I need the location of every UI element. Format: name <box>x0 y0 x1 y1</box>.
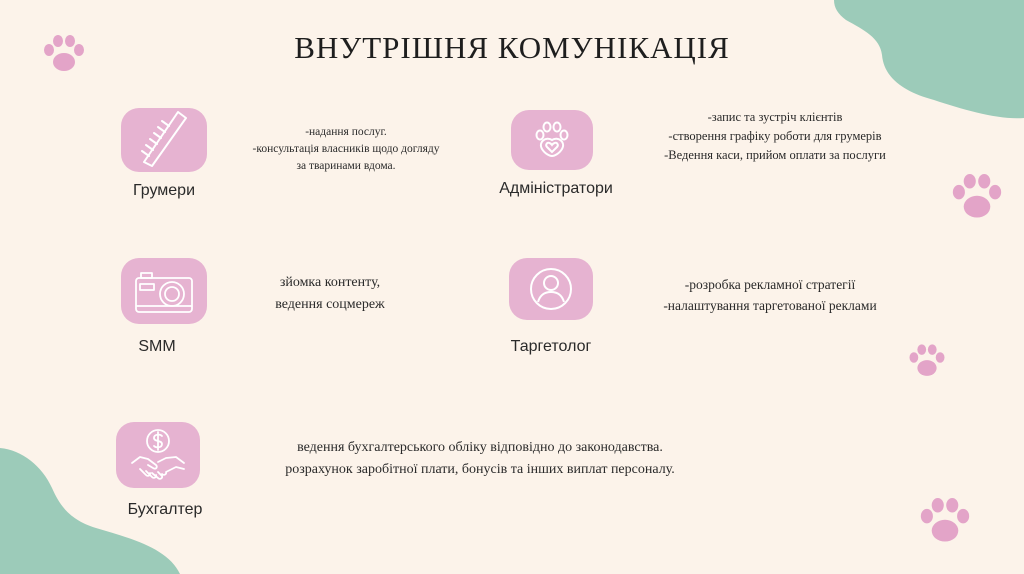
duty-line: -налаштування таргетованої реклами <box>663 298 877 313</box>
duty-line: -розробка рекламної стратегії <box>684 277 856 292</box>
smm-duties <box>250 272 410 316</box>
paw-print-icon <box>914 492 976 550</box>
duty-line: -Ведення каси, прийом оплати за послуги <box>664 148 886 162</box>
targetologist-tile <box>509 258 593 320</box>
role-label-targetologist: Таргетолог <box>510 338 592 355</box>
duty-line: -запис та зустріч клієнтів <box>707 110 843 124</box>
duty-line: ведення соцмереж <box>275 297 385 312</box>
duty-line: розрахунок заробітної плати, бонусів та інших виплат персоналу. <box>285 462 675 477</box>
paw-heart-icon <box>530 118 574 162</box>
duty-line: -створення графіку роботи для грумерів <box>668 129 882 143</box>
smm-tile <box>121 258 207 324</box>
paw-print-icon <box>905 340 949 382</box>
duty-line: ведення бухгалтерського обліку відповідно до законодавства. <box>297 440 663 455</box>
comb-icon <box>134 110 194 170</box>
page-title: ВНУТРІШНЯ КОМУНІКАЦІЯ <box>294 30 730 65</box>
paw-print-icon <box>946 168 1008 226</box>
duty-line: -консультація власників щодо догляду <box>252 143 440 155</box>
duty-line: за тваринами вдома. <box>296 160 396 172</box>
targetologist-duties <box>640 274 900 316</box>
role-label-administrators: Адміністратори <box>499 180 613 197</box>
accountant-tile <box>116 422 200 488</box>
duty-line: зйомка контенту, <box>279 275 381 290</box>
camera-icon <box>132 266 196 316</box>
user-circle-icon <box>528 266 574 312</box>
money-handshake-icon <box>128 427 188 483</box>
role-label-groomers: Грумери <box>132 182 196 199</box>
role-label-smm: SMM <box>138 338 176 355</box>
groomers-tile <box>121 108 207 172</box>
role-label-accountant: Бухгалтер <box>127 501 203 518</box>
administrators-tile <box>511 110 593 170</box>
administrators-duties <box>650 108 900 165</box>
groomers-duties <box>236 124 456 175</box>
duty-line: -надання послуг. <box>305 126 387 138</box>
accountant-duties <box>250 437 710 481</box>
